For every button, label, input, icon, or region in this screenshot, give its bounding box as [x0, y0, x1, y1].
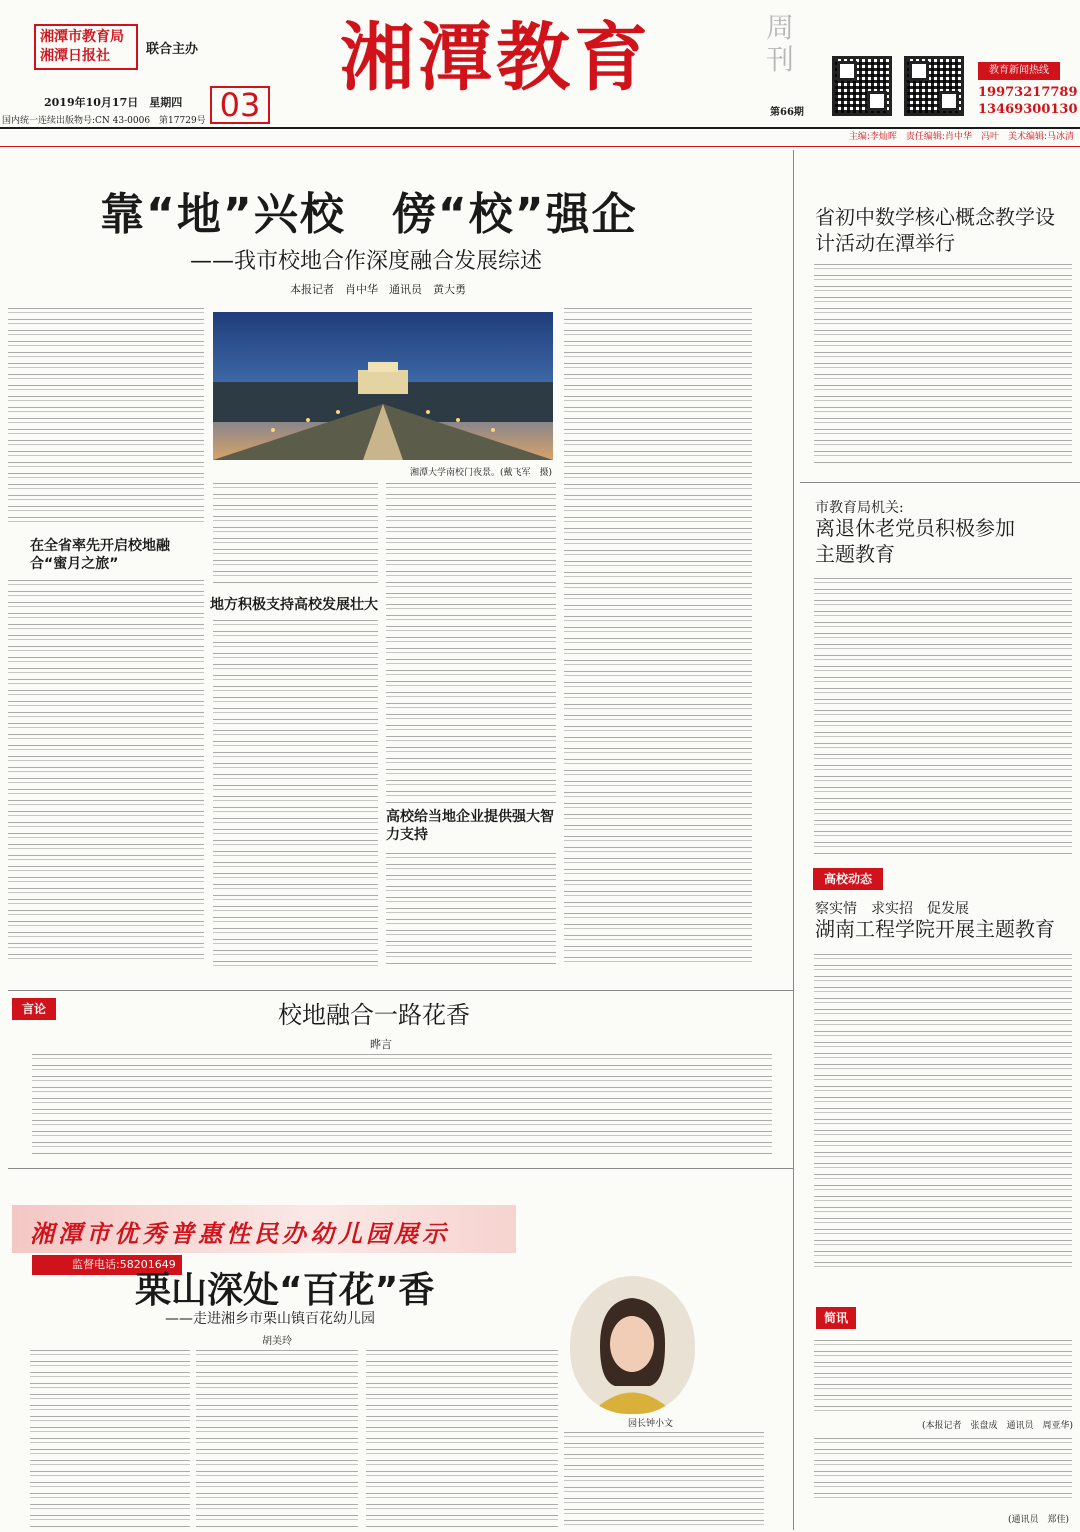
story-rule: [800, 482, 1080, 483]
jianxun-credit: (本报记者 张盘成 通讯员 周亚华): [922, 1421, 1074, 1431]
feature-subhead: ——走进湘乡市栗山镇百花幼儿园: [165, 1311, 375, 1327]
editors-rule: [0, 146, 1080, 147]
photo-caption: 湘潭大学南校门夜景。(戴飞军 摄): [410, 468, 553, 478]
publisher-2: 湘潭日报社: [40, 48, 110, 64]
masthead-rule: [0, 127, 1080, 129]
tag-gaoxiao: 高校动态: [813, 868, 883, 890]
story2-text: [814, 578, 1072, 856]
lead-text-block: [386, 483, 556, 803]
story3-headline: 湖南工程学院开展主题教育: [815, 917, 1055, 941]
weekly-label: 周刊: [766, 11, 795, 76]
feature-text: [30, 1350, 190, 1528]
portrait-caption: 园长钟小文: [628, 1419, 674, 1429]
lead-byline: 本报记者 肖中华 通讯员 黄大勇: [290, 283, 466, 296]
lead-subhead: ——我市校地合作深度融合发展综述: [190, 249, 543, 274]
publisher-1: 湘潭市教育局: [40, 29, 124, 45]
campus-photo-graphic: [213, 312, 553, 460]
publisher-box: [34, 24, 138, 70]
issue-date: 2019年10月17日 星期四: [44, 96, 183, 109]
tag-jianxun: 简讯: [816, 1307, 856, 1329]
feature-text: [196, 1350, 358, 1528]
opinion-headline: 校地融合一路花香: [278, 1001, 470, 1029]
opinion-text: [32, 1054, 772, 1154]
lead-section-2: 地方积极支持高校发展壮大: [210, 597, 378, 613]
story3-kicker: 察实情 求实招 促发展: [815, 901, 969, 917]
qr-code-icon: [904, 56, 964, 116]
feature-headline: 栗山深处“百花”香: [135, 1270, 435, 1311]
campus-night-photo: [213, 312, 553, 460]
story2-kicker: 市教育局机关:: [815, 500, 904, 516]
masthead-title: 湘潭教育: [340, 15, 652, 101]
hotline-2: 13469300130: [978, 102, 1078, 117]
serial-number: 国内统一连续出版物号:CN 43-0006 第17729号: [2, 116, 206, 126]
opinion-rule: [8, 990, 793, 991]
feature-author: 胡美玲: [262, 1336, 292, 1347]
lead-text-block: [564, 308, 752, 966]
feature-banner-title: 湘潭市优秀普惠性民办幼儿园展示: [30, 1220, 450, 1248]
feature-rule: [8, 1168, 793, 1169]
portrait-graphic: [570, 1276, 695, 1414]
lead-text-block: [213, 483, 378, 583]
hotline-label: 教育新闻热线: [978, 62, 1060, 80]
story1-headline: 省初中数学核心概念教学设计活动在潭举行: [815, 205, 1055, 255]
lead-text-block: [213, 620, 378, 966]
lead-text-block: [8, 308, 204, 526]
column-rule: [793, 150, 794, 1530]
feature-text: [366, 1350, 558, 1528]
feature-text: [564, 1432, 764, 1528]
page-number: 03: [210, 86, 270, 124]
supervision-phone: 监督电话:58201649: [32, 1255, 182, 1275]
lead-text-block: [386, 853, 556, 966]
lead-text-block: [8, 580, 204, 965]
hotline-numbers: [978, 84, 1078, 118]
jianxun-credit: (通讯员 郑佳): [1008, 1515, 1070, 1525]
story1-text: [814, 264, 1072, 466]
principal-portrait: [570, 1276, 695, 1414]
jianxun-text: [814, 1340, 1072, 1416]
story2-headline: 离退休老党员积极参加主题教育: [815, 516, 1015, 566]
hotline-1: 19973217789: [978, 85, 1078, 100]
sponsor-label: 联合主办: [146, 42, 199, 57]
opinion-author: 晔言: [370, 1038, 392, 1051]
qr-code-icon: [832, 56, 892, 116]
story3-text: [814, 954, 1072, 1272]
jianxun-text: [814, 1438, 1072, 1500]
editors-line: 主编:李灿晖 责任编辑:肖中华 冯叶 美术编辑:马冰清: [848, 132, 1074, 142]
lead-section-3: 高校给当地企业提供强大智力支持: [386, 809, 554, 843]
lead-section-1: 在全省率先开启校地融合“蜜月之旅”: [30, 538, 170, 572]
lead-headline: 靠“地”兴校 傍“校”强企: [100, 189, 638, 240]
issue-number: 第66期: [770, 107, 804, 118]
tag-opinion: 言论: [12, 998, 56, 1020]
